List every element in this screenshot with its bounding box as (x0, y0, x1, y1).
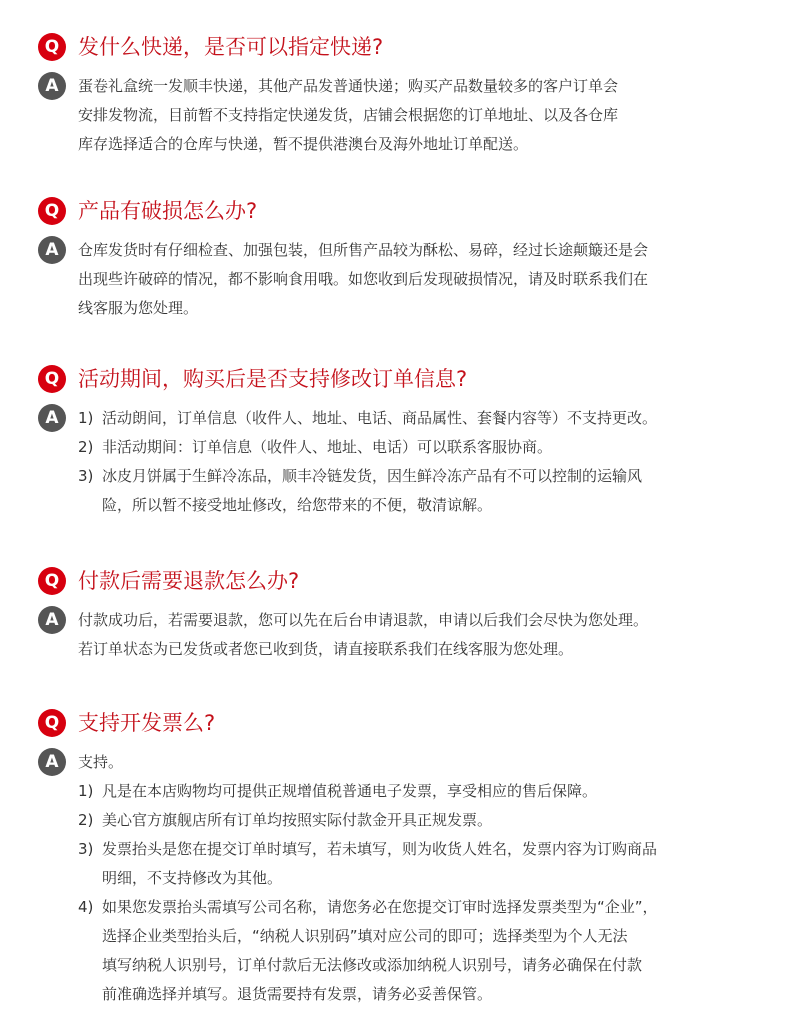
answer-list-item (78, 433, 768, 462)
answer-line: 发票抬头是您在提交订单时填写，若未填写，则为收货人姓名，发票内容为订购商品 (102, 840, 658, 858)
question-text: 付款后需要退款怎么办? (78, 569, 300, 593)
list-number: 3) (78, 840, 94, 858)
faq-item-shipping (38, 32, 768, 159)
answer-list-item (78, 893, 768, 1009)
question-row (38, 566, 768, 596)
list-number: 4) (78, 898, 94, 916)
list-number: 2) (78, 438, 94, 456)
answer-line: 前准确选择并填写。退货需要持有发票，请务必妥善保管。 (102, 985, 493, 1003)
answer-row (38, 748, 768, 1009)
answer-list-item (78, 462, 768, 520)
question-badge-icon: Q (38, 33, 66, 61)
answer-line: 仓库发货时有仔细检查、加强包装，但所售产品较为酥松、易碎，经过长途颠簸还是会 (78, 241, 649, 259)
answer-list-item (78, 806, 768, 835)
answer-line: 明细，不支持修改为其他。 (102, 869, 283, 887)
answer-line: 如果您发票抬头需填写公司名称，请您务必在您提交订审时选择发票类型为“企业”， (102, 898, 658, 916)
answer-line: 选择企业类型抬头后，“纳税人识别码”填对应公司的即可；选择类型为个人无法 (102, 927, 628, 945)
answer-line: 安排发物流，目前暂不支持指定快递发货，店铺会根据您的订单地址、以及各仓库 (78, 106, 619, 124)
answer-row (38, 236, 768, 323)
question-row (38, 196, 768, 226)
question-text: 产品有破损怎么办? (78, 199, 258, 223)
answer-row (38, 72, 768, 159)
answer-text (78, 404, 768, 520)
answer-text (78, 72, 768, 159)
answer-row (38, 606, 768, 664)
faq-item-damage (38, 196, 768, 323)
question-badge-icon: Q (38, 567, 66, 595)
answer-list-item (78, 404, 768, 433)
answer-list-item (78, 835, 768, 893)
answer-badge-icon: A (38, 72, 66, 100)
answer-badge-icon: A (38, 748, 66, 776)
question-badge-icon: Q (38, 365, 66, 393)
answer-line: 若订单状态为已发货或者您已收到货，请直接联系我们在线客服为您处理。 (78, 640, 574, 658)
question-badge-icon: Q (38, 709, 66, 737)
question-text: 活动期间，购买后是否支持修改订单信息? (78, 367, 468, 391)
answer-line: 活动朗间，订单信息（收件人、地址、电话、商品属性、套餐内容等）不支持更改。 (102, 409, 658, 427)
answer-line: 美心官方旗舰店所有订单均按照实际付款金开具正规发票。 (102, 811, 493, 829)
list-number: 1) (78, 409, 94, 427)
answer-line: 险，所以暂不接受地址修改，给您带来的不便，敬清谅解。 (102, 496, 493, 514)
question-row (38, 364, 768, 394)
question-row (38, 32, 768, 62)
faq-item-order-change (38, 364, 768, 520)
answer-line: 库存选择适合的仓库与快递，暂不提供港澳台及海外地址订单配送。 (78, 135, 529, 153)
answer-list-item (78, 777, 768, 806)
answer-line: 线客服为您处理。 (78, 299, 199, 317)
answer-text (78, 748, 768, 1009)
answer-line: 出现些许破碎的情况，都不影响食用哦。如您收到后发现破损情况，请及时联系我们在 (78, 270, 649, 288)
question-row (38, 708, 768, 738)
answer-text (78, 236, 768, 323)
list-number: 2) (78, 811, 94, 829)
answer-line: 付款成功后，若需要退款，您可以先在后台申请退款，申请以后我们会尽快为您处理。 (78, 611, 649, 629)
question-text: 支持开发票么? (78, 711, 216, 735)
answer-line: 非活动期间：订单信息（收件人、地址、电话）可以联系客服协商。 (102, 438, 553, 456)
answer-badge-icon: A (38, 236, 66, 264)
answer-line: 凡是在本店购物均可提供正规增值税普通电子发票，享受相应的售后保障。 (102, 782, 598, 800)
answer-badge-icon: A (38, 606, 66, 634)
answer-line: 蛋卷礼盒统一发顺丰快递，其他产品发普通快递；购买产品数量较多的客户订单会 (78, 77, 619, 95)
answer-text (78, 606, 768, 664)
answer-line: 填写纳税人识别号，订单付款后无法修改或添加纳税人识别号，请务必确保在付款 (102, 956, 643, 974)
list-number: 1) (78, 782, 94, 800)
list-number: 3) (78, 467, 94, 485)
question-text: 发什么快递，是否可以指定快递? (78, 35, 384, 59)
answer-badge-icon: A (38, 404, 66, 432)
answer-line: 冰皮月饼属于生鲜冷冻品，顺丰冷链发货，因生鲜冷冻产品有不可以控制的运输风 (102, 467, 643, 485)
question-badge-icon: Q (38, 197, 66, 225)
answer-row (38, 404, 768, 520)
faq-item-invoice (38, 708, 768, 1009)
answer-intro: 支持。 (78, 753, 124, 771)
faq-item-refund (38, 566, 768, 664)
